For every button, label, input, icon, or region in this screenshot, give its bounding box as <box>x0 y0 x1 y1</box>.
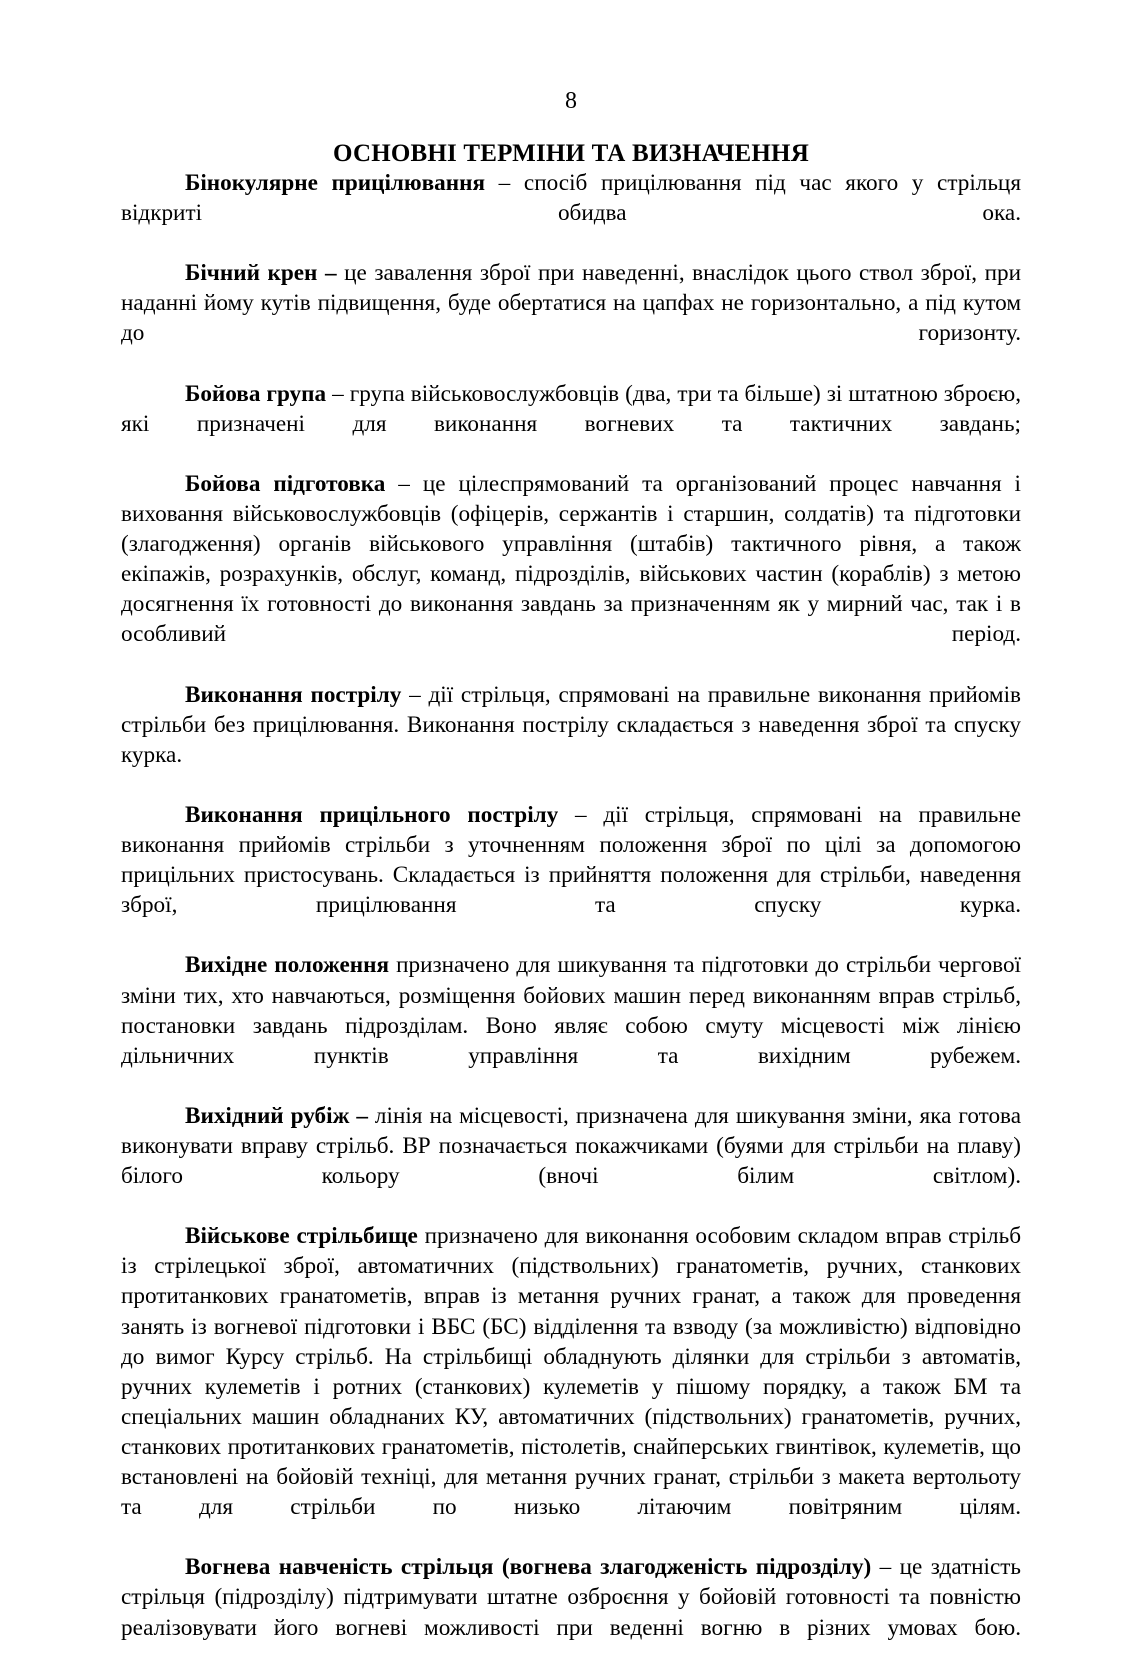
document-body <box>121 168 1021 1673</box>
definition-term: Виконання пострілу <box>185 681 402 708</box>
definition-paragraph <box>121 1101 1021 1221</box>
definition-text: призначено для виконання особовим складом вправ стрільб із стрілецької зброї, автоматичних (підствольних) гранатометів, ручних, станкових протитанкових гранатометів, вправ із метання ручних гранат, а також для проведення занять із вогневої підготовки і ВБС (БС) відділення та взводу (за можливістю) відповідно до вимог Курсу стрільб. На стрільбищі обладнують ділянки для стрільби з автоматів, ручних кулеметів і ротних (станкових) кулеметів у пішому порядку, а також БМ та спеціальних машин обладнаних КУ, автоматичних (підствольних) гранатометів, ручних, станкових протитанкових гранатометів, пістолетів, снайперських гвинтівок, кулеметів, що встановлені на бойовій техніці, для метання ручних гранат, стрільби з макета вертольоту та для стрільби по низько літаючим повітряним цілям. <box>121 1223 1021 1521</box>
definition-term: Вихідний рубіж – <box>185 1102 368 1129</box>
definition-term: Бойова підготовка <box>185 470 386 497</box>
definition-paragraph <box>121 950 1021 1100</box>
definition-paragraph <box>121 469 1021 680</box>
definition-term: Вихідне положення <box>185 952 390 979</box>
definition-paragraph <box>121 258 1021 378</box>
definition-paragraph <box>121 800 1021 950</box>
definition-term: Бойова група <box>185 380 327 407</box>
definition-text: – це здатність стрільця (підрозділу) підтримувати штатне озброєння у бойовій готовності та повністю реалізовувати його вогневі можливості при веденні вогню в різних умовах бою. <box>121 1554 1021 1641</box>
definition-text: – дії стрільця, спрямовані на правильне виконання прийомів стрільби з уточненням положення зброї по цілі за допомогою прицільних пристосувань. Складається із прийняття положення для стрільби, наведення зброї, прицілювання та спуску курка. <box>121 801 1022 919</box>
definition-term: Виконання прицільного пострілу <box>185 801 559 828</box>
definition-paragraph <box>121 168 1021 258</box>
definition-text: це завалення зброї при наведенні, внаслідок цього ствол зброї, при наданні йому кутів підвищення, буде обертатися на цапфах не горизонтально, а під кутом до горизонту. <box>121 260 1021 347</box>
definition-paragraph <box>121 680 1021 800</box>
definition-text: – група військовослужбовців (два, три та більше) зі штатною зброєю, які призначені для виконання вогневих та тактичних завдань; <box>121 380 1021 437</box>
definition-paragraph <box>121 1552 1021 1672</box>
definition-text: лінія на місцевості, призначена для шикування зміни, яка готова виконувати вправу стрільб. ВР позначається покажчиками (буями для стрільби на плаву) білого кольору (вночі білим світлом). <box>121 1102 1021 1190</box>
definition-text: призначено для шикування та підготовки до стрільби чергової зміни тих, хто навчаються, розміщення бойових машин перед виконанням вправ стрільб, постановки завдань підрозділам. Воно являє собою смуту місцевості між лінією дільничних пунктів управління та вихідним рубежем. <box>121 952 1021 1069</box>
definition-text: – спосіб прицілювання під час якого у стрільця відкриті обидва ока. <box>121 170 1022 227</box>
definition-term: Вогнева навченість стрільця (вогнева злагодженість підрозділу) <box>185 1554 872 1581</box>
page-number: 8 <box>565 88 577 114</box>
definition-term: Бічний крен – <box>185 260 337 287</box>
definition-term: Бінокулярне прицілювання <box>185 170 486 196</box>
definition-paragraph <box>121 1221 1021 1552</box>
page-title: ОСНОВНІ ТЕРМІНИ ТА ВИЗНАЧЕННЯ <box>333 139 809 167</box>
definition-paragraph <box>121 379 1021 469</box>
definition-text: – дії стрільця, спрямовані на правильне виконання прийомів стрільби без прицілювання. Виконання пострілу складається з наведення зброї та спуску курка. <box>121 681 1021 768</box>
definition-text: – це цілеспрямований та організований процес навчання і виховання військовослужбовців (офіцерів, сержантів і старшин, солдатів) та підготовки (злагодження) органів військового управління (штабів) тактичного рівня, а також екіпажів, розрахунків, обслуг, команд, підрозділів, військових частин (кораблів) з метою досягнення їх готовності до виконання завдань за призначенням як у мирний час, так і в особливий період. <box>121 470 1021 648</box>
definition-term: Військове стрільбище <box>185 1223 418 1250</box>
